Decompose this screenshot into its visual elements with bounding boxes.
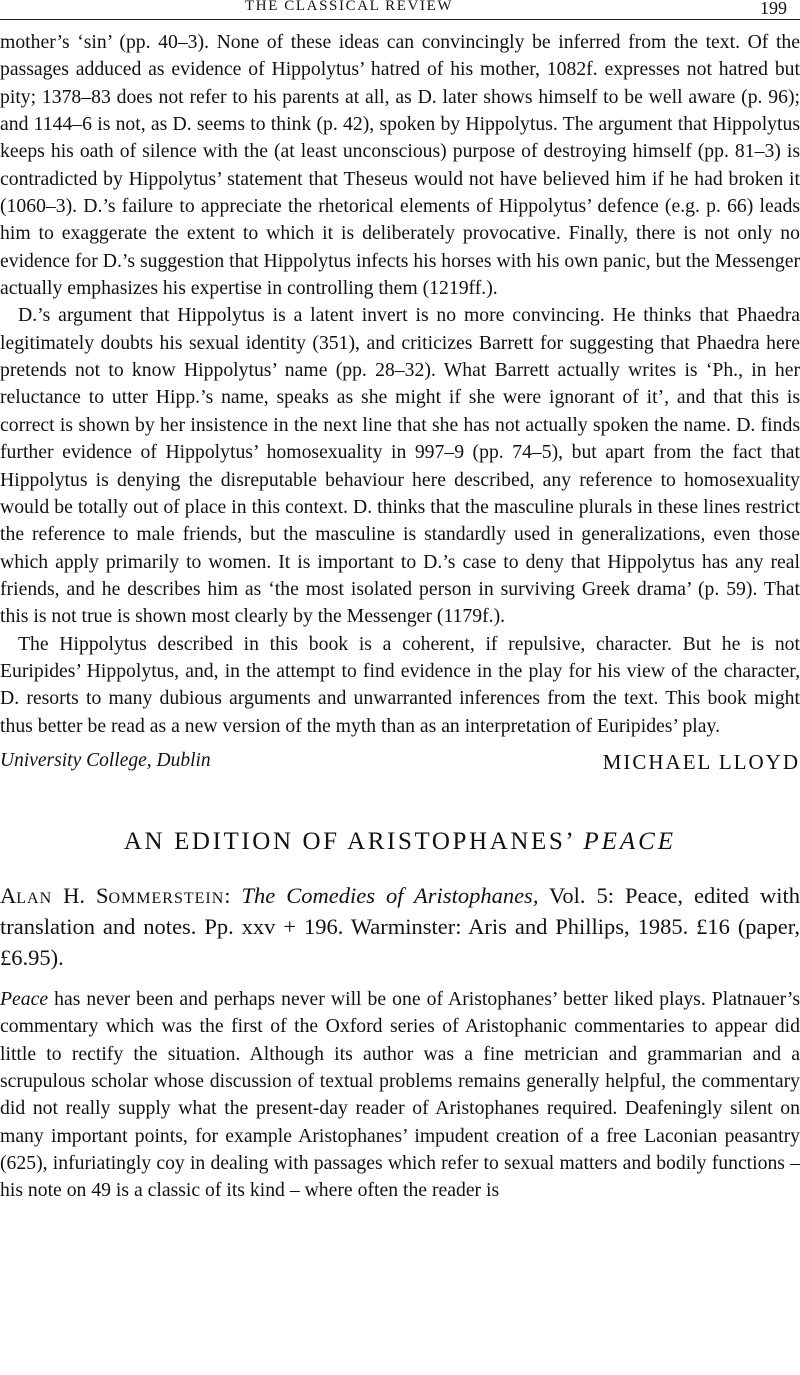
running-title: THE CLASSICAL REVIEW — [245, 0, 454, 14]
review2-paragraph — [0, 986, 800, 1205]
signature-line — [0, 750, 800, 778]
series-title: The Comedies of Aristophanes, — [241, 882, 539, 908]
reviewer-name: MICHAEL LLOYD — [602, 749, 800, 774]
author-surname-rest: ommerstein — [108, 882, 225, 908]
review-paragraph-3: The Hippolytus described in this book is a coherent, if repulsive, character. But he is not Euripides’ Hippolytus, and, in the attempt to find evidence in the play for his view of the character, D. resorts to many dubious arguments and unwarranted inferences from the text. This book might thus better be read as a new version of the myth than as an interpretation of Euripides’ play. — [0, 632, 800, 737]
review-paragraph-1: mother’s ‘sin’ (pp. 40–3). None of these ideas can convincingly be inferred from the text. Of the passages adduced as evidence of Hippolytus’ hatred of his mother, 1082f. expresses not hatred but pity; 1378–83 does not refer to his parents at all, as D. later shows himself to be well aware (p. 96); and 1144–6 is not, as D. seems to think (p. 42), spoken by Hippolytus. The argument that Hippolytus keeps his oath of silence with the (at least unconscious) purpose of destroying himself (pp. 81–3) is contradicted by Hippolytus’ statement that Theseus would not have believed him if he had broken it (1060–3). D.’s failure to appreciate the rhetorical elements of Hippolytus’ defence (e.g. p. 66) leads him to exaggerate the extent to which it is deliberately provocative. Finally, there is not only no evidence for D.’s suggestion that Hippolytus infects his horses with his own panic, but the Messenger actually emphasizes his expertise in controlling them (1219ff.). — [0, 31, 800, 300]
section-heading-text: AN EDITION OF ARISTOPHANES’ — [123, 827, 575, 855]
page-number: 199 — [760, 0, 787, 18]
author-middle: H. — [63, 882, 85, 908]
bib-details: Vol. 5: Peace, edited with translation and notes. Pp. xxv + 196. Warminster: Aris and Phillips, 1985. £16 (paper, £6.95). — [0, 882, 800, 970]
section-heading — [0, 826, 800, 858]
header-rule — [0, 19, 800, 20]
review-paragraph-2: D.’s argument that Hippolytus is a latent invert is no more convincing. He thinks that Phaedra legitimately doubts his sexual identity (351), and criticizes Barrett for suggesting that Phaedra here pretends not to know Hippolytus’ name (pp. 28–32). What Barrett actually writes is ‘Ph., in her reluctance to utter Hipp.’s name, speaks as she might if she were ignorant of it’, and that this is correct is shown by her insistence in the next line that she has not actually spoken the name. D. finds further evidence of Hippolytus’ homosexuality in 997–9 (pp. 74–5), but apart from the fact that Hippolytus is denying the disreputable behaviour here described, any reference to homosexuality would be totally out of place in this context. D. thinks that the masculine plurals in these lines restrict the reference to male friends, but the masculine is standardly used in generalizations, even those which apply primarily to women. It is important to D.’s case to deny that Hippolytus has any real friends, and he describes him as ‘the most isolated person in surviving Greek drama’ (p. 59). That this is not true is shown most clearly by the Messenger (1179f.). — [0, 304, 800, 628]
article-body — [0, 29, 800, 1205]
author-first-initial: A — [0, 882, 17, 908]
author-surname-initial: S — [95, 882, 109, 908]
reviewer-affiliation: University College, Dublin — [0, 749, 211, 771]
running-head — [0, 2, 800, 18]
bib-colon: : — [224, 882, 231, 908]
review2-text: has never been and perhaps never will be one of Aristophanes’ better liked plays. Platnauer’s commentary which was the first of the Oxford series of Aristophanic commentaries to appear did little to rectify the situation. Although its author was a fine metrician and grammarian and a scrupulous scholar whose discussion of textual problems remains generally helpful, the commentary did not really supply what the present-day reader of Aristophanes required. Deafeningly silent on many important points, for example Aristophanes’ impudent creation of a free Laconian peasantry (625), infuriatingly coy in dealing with passages which refer to sexual matters and bodily functions – his note on 49 is a classic of its kind – where often the reader is — [0, 987, 800, 1202]
book-author — [0, 883, 224, 908]
bibliographic-entry — [0, 880, 800, 973]
author-first-rest: lan — [16, 882, 53, 908]
section-heading-italic: PEACE — [583, 827, 677, 855]
review2-lead-italic: Peace — [0, 987, 49, 1010]
